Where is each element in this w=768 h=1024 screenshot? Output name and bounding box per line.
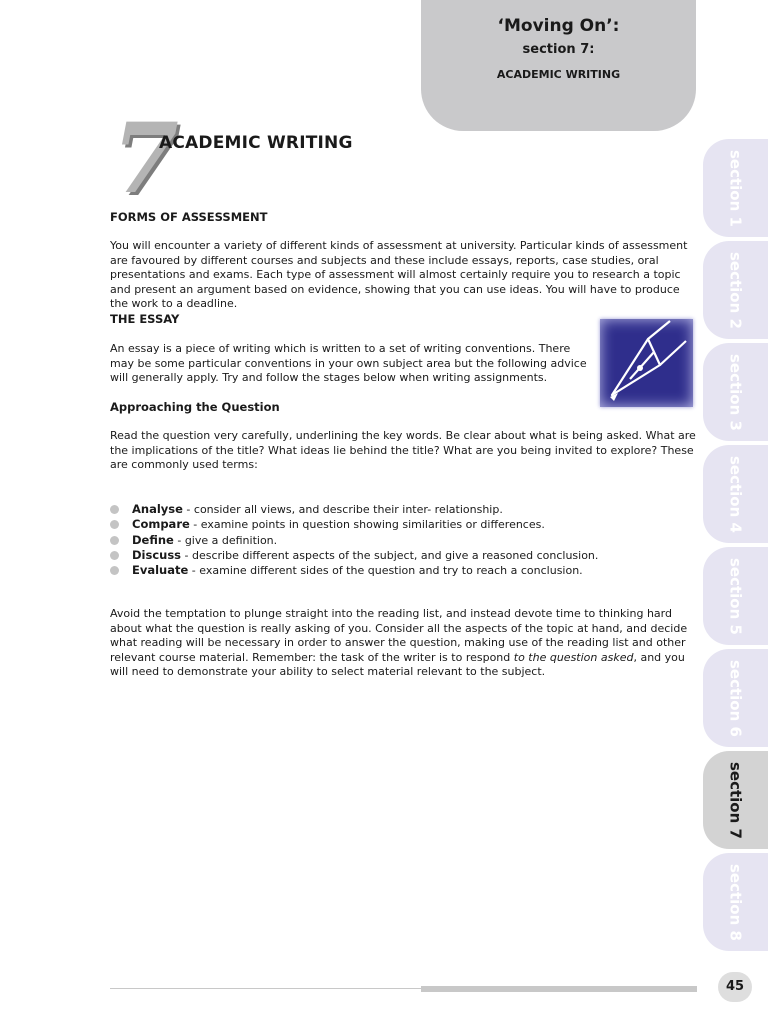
footer-divider-bar (421, 986, 697, 992)
term-description: - describe different aspects of the subject, and give a reasoned conclusion. (181, 548, 599, 562)
header-title: ‘Moving On’: (497, 16, 620, 36)
essay-heading: THE ESSAY (110, 312, 180, 326)
term-name: Define (132, 532, 174, 547)
tab-section-7[interactable] (703, 751, 768, 849)
tab-label: section 5 (726, 557, 745, 635)
term-name: Compare (132, 517, 190, 532)
header-section: section 7: (522, 42, 595, 57)
list-item (110, 517, 598, 532)
bullet-icon (110, 505, 119, 514)
bullet-icon (110, 551, 119, 560)
tab-label: section 7 (726, 761, 745, 839)
section-header (421, 0, 696, 131)
approach-heading: Approaching the Question (110, 400, 280, 414)
term-name: Analyse (132, 502, 183, 516)
closing-text-1: Avoid the temptation to plunge straight into the reading list, and instead devote time to thinking hard about what the question is really asking of you. Consider all the aspects of the topic at hand, and decide what reading will be necessary in order to answer the question, making use of the reading list and other relevant course material. Remember: the task of the writer is to respond (110, 607, 688, 664)
term-description: - consider all views, and describe their inter- relationship. (182, 503, 503, 516)
essay-paragraph: An essay is a piece of writing which is written to a set of writing conventions. There may be some particular conventions in your own subject area but the following advice will generally apply. Try and follow the stages below when writing assignments. (110, 342, 587, 385)
chapter-title: ACADEMIC WRITING (159, 133, 353, 153)
forms-heading: FORMS OF ASSESSMENT (110, 210, 268, 224)
tab-section-6[interactable] (703, 649, 768, 747)
forms-paragraph: You will encounter a variety of different kinds of assessment at university. Particular kinds of assessment are favoured by different courses and subjects and these include essays, reports, case studies, oral presentations and exams. Each type of assessment will almost certainly require you to research a topic and present an argument based on evidence, showing that you can use ideas. You will have to produce the work to a deadline. (110, 239, 688, 311)
bullet-icon (110, 520, 119, 529)
tab-section-4[interactable] (703, 445, 768, 543)
list-item (110, 563, 598, 578)
tab-section-3[interactable] (703, 343, 768, 441)
list-item (110, 548, 598, 563)
page-number: 45 (718, 972, 752, 1002)
tab-label: section 8 (726, 863, 745, 941)
tab-label: section 3 (726, 353, 745, 431)
term-description: - give a definition. (173, 533, 278, 547)
term-description: - examine different sides of the question and try to reach a conclusion. (188, 564, 583, 578)
header-topic: ACADEMIC WRITING (496, 68, 621, 81)
tab-section-8[interactable] (703, 853, 768, 951)
tab-section-2[interactable] (703, 241, 768, 339)
list-item (110, 533, 598, 548)
tab-section-1[interactable] (703, 139, 768, 237)
tab-label: section 6 (726, 659, 745, 737)
list-item (110, 502, 598, 517)
closing-text-2: , and you will need to demonstrate your ability to select material relevant to the subject. (110, 650, 685, 679)
bullet-icon (110, 566, 119, 575)
term-description: - examine points in question showing similarities or differences. (189, 518, 545, 532)
closing-paragraph (110, 607, 698, 680)
tab-section-5[interactable] (703, 547, 768, 645)
closing-emphasis: to the question asked (513, 650, 634, 664)
tab-label: section 4 (726, 455, 745, 533)
bullet-icon (110, 536, 119, 545)
term-name: Evaluate (132, 563, 189, 578)
tab-label: section 1 (726, 149, 745, 227)
tab-label: section 2 (726, 251, 745, 329)
approach-paragraph: Read the question very carefully, underlining the key words. Be clear about what is being asked. What are the implications of the title? What ideas lie behind the title? What are you being invited to explore? These are commonly used terms: (110, 429, 696, 472)
chapter-number: 7 (112, 102, 179, 215)
term-name: Discuss (132, 547, 182, 562)
fountain-pen-icon (600, 319, 693, 407)
footer-divider (110, 988, 422, 989)
terms-list (110, 502, 598, 578)
